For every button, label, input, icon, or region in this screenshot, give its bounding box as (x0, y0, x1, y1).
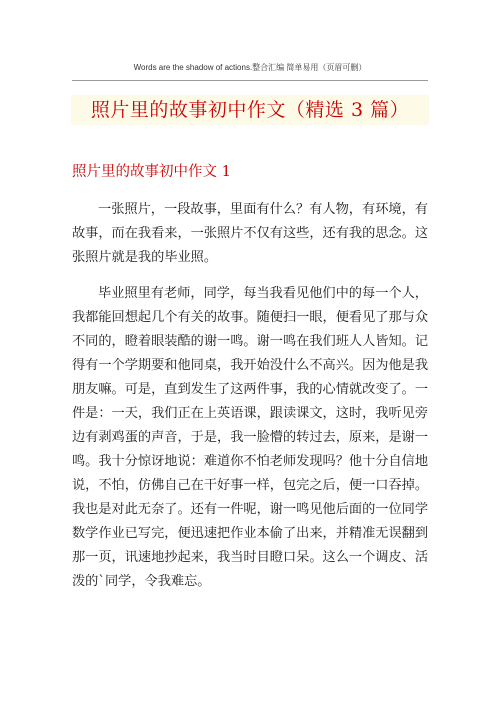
paragraph-line: 边有剥鸡蛋的声音，于是，我一脸懵的转过去，原来，是谢一 (72, 430, 428, 445)
paragraph-line: 一张照片，一段故事，里面有什么？有人物，有环境，有 (98, 202, 428, 217)
paragraph-line: 不同的，瞪着眼装酷的谢一鸣。谢一鸣在我们班人人皆知。记 (72, 334, 428, 349)
paragraph-line: 朋友嘛。可是，直到发生了这两件事，我的心情就改变了。一 (72, 382, 428, 397)
paragraph-line: 鸣。我十分惊讶地说：难道你不怕老师发现吗？他十分自信地 (72, 454, 428, 469)
document-title: 照片里的故事初中作文（精选 3 篇） (90, 99, 410, 121)
header-divider (72, 80, 428, 81)
paragraph-line: 我都能回想起几个有关的故事。随便扫一眼，便看见了那与众 (72, 310, 428, 325)
paragraph-line: 泼的`同学，令我难忘。 (72, 574, 211, 589)
paragraph-2 (72, 282, 428, 594)
paragraph-1 (72, 198, 428, 270)
paragraph-line: 毕业照里有老师，同学，每当我看见他们中的每一个人， (98, 286, 428, 301)
paragraph-line: 件是：一天，我们正在上英语课，跟读课文，这时，我听见旁 (72, 406, 428, 421)
paragraph-line: 张照片就是我的毕业照。 (72, 250, 218, 265)
running-header: Words are the shadow of actions.整合汇编 简单易用（页眉可删） (133, 63, 367, 72)
section-heading: 照片里的故事初中作文 1 (72, 164, 231, 180)
paragraph-line: 我也是对此无奈了。还有一件呢，谢一鸣见他后面的一位同学 (72, 502, 428, 517)
paragraph-line: 故事，而在我看来，一张照片不仅有这些，还有我的思念。这 (72, 226, 428, 241)
paragraph-line: 说，不怕，仿佛自己在干好事一样，包完之后，便一口吞掉。 (72, 478, 428, 493)
paragraph-line: 那一页，讯速地抄起来，我当时目瞪口呆。这么一个调皮、活 (72, 550, 428, 565)
paragraph-line: 数学作业已写完，便迅速把作业本偷了出来，并精准无误翻到 (72, 526, 428, 541)
paragraph-line: 得有一个学期要和他同桌，我开始没什么不高兴。因为他是我 (72, 358, 428, 373)
